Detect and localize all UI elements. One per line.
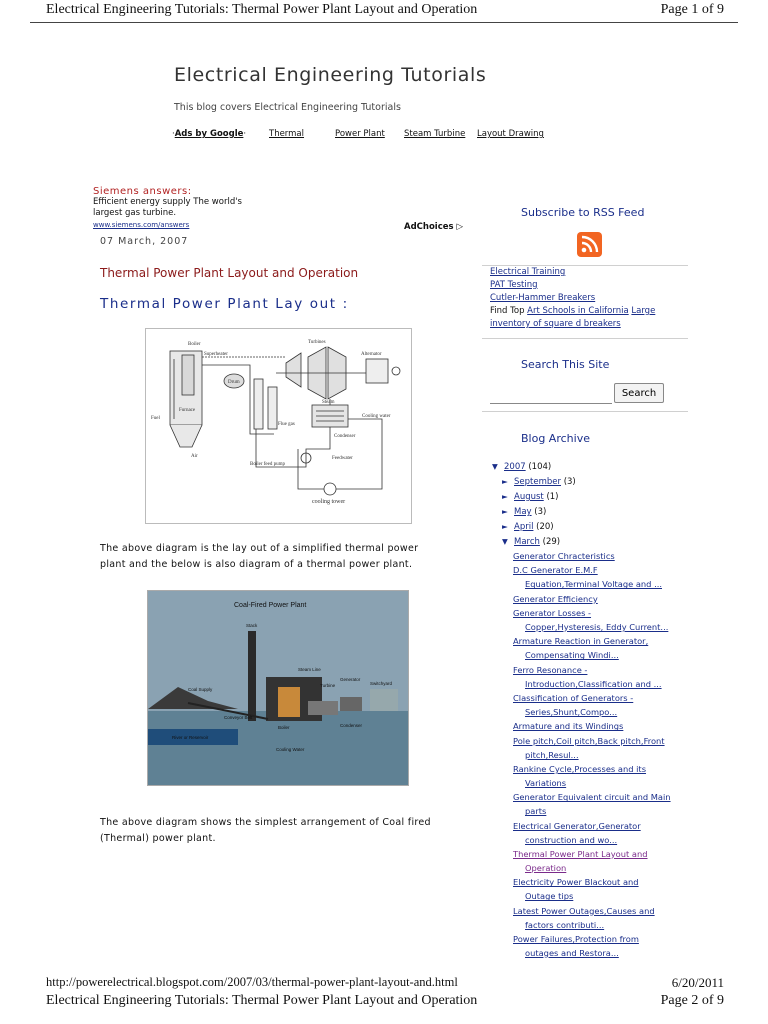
pdf-header-title: Electrical Engineering Tutorials: Thermal Power Plant Layout and Operation [46, 2, 478, 17]
pdf-footer-url: http://powerelectrical.blogspot.com/2007/03/thermal-power-plant-layout-and.html [46, 975, 458, 989]
archive-post-title[interactable]: Classification of Generators - [513, 693, 634, 704]
ad-link-steam-turbine[interactable]: Steam Turbine [404, 129, 466, 139]
archive-post-link[interactable] [513, 607, 693, 635]
post-title[interactable]: Thermal Power Plant Layout and Operation [100, 266, 359, 280]
fig2-label-generator: Generator [340, 677, 361, 682]
ad-link-layout-drawing[interactable]: Layout Drawing [477, 129, 544, 139]
archive-title: Blog Archive [521, 432, 590, 445]
archive-post-link[interactable] [513, 564, 693, 592]
archive-post-title[interactable]: Generator Losses - [513, 608, 592, 619]
archive-post-link[interactable] [513, 820, 693, 848]
fig2-label-turbine: Turbine [320, 683, 336, 688]
fig2-title: Coal-Fired Power Plant [234, 602, 307, 609]
fig1-label-boiler: Boiler [188, 342, 201, 347]
fig2-label-steam-line: Steam Line [298, 667, 321, 672]
fig1-label-feedwater: Feedwater [332, 456, 353, 461]
fig1-label-turbines: Turbines [308, 340, 326, 345]
archive-month-april[interactable]: ► April (20) [492, 519, 692, 534]
sidebar-divider [482, 338, 688, 339]
archive-post-link[interactable] [513, 735, 693, 763]
rss-icon[interactable] [577, 232, 602, 257]
archive-post-title[interactable]: Power Failures,Protection from [513, 933, 639, 944]
archive-post-title[interactable]: Electricity Power Blackout and [513, 877, 639, 888]
fig1-label-cooling-tower: cooling tower [312, 499, 346, 505]
blog-title[interactable]: Electrical Engineering Tutorials [174, 64, 487, 86]
archive-month-september[interactable]: ► September (3) [492, 474, 692, 489]
fig2-label-stack: Stack [246, 623, 258, 628]
ad-link-electrical-training[interactable]: Electrical Training [490, 267, 566, 277]
archive-post-title-continued[interactable]: Copper,Hysteresis, Eddy Current... [525, 622, 669, 633]
archive-post-title-continued[interactable]: parts [525, 806, 547, 817]
archive-post-title[interactable]: Generator Chracteristics [513, 551, 615, 561]
post-paragraph-1: The above diagram is the lay out of a simplified thermal power plant and the below is also diagram of a thermal power plant. [100, 543, 419, 570]
ad-text-find-top: Find Top [490, 306, 528, 316]
archive-post-title[interactable]: Thermal Power Plant Layout and [513, 849, 648, 860]
archive-year-2007[interactable]: ▼ 2007 (104) [492, 459, 692, 474]
adchoices-link[interactable]: AdChoices ▷ [404, 222, 464, 232]
pdf-footer-title: Electrical Engineering Tutorials: Thermal Power Plant Layout and Operation [46, 993, 478, 1008]
ad-link-art-schools[interactable]: Art Schools in California [527, 306, 629, 316]
archive-month-march[interactable]: ▼ March (29) [492, 534, 692, 549]
fig1-label-flue-gas: Flue gas [278, 422, 295, 427]
archive-post-title[interactable]: Rankine Cycle,Processes and its [513, 764, 647, 775]
archive-post-title[interactable]: Armature Reaction in Generator, [513, 636, 649, 647]
ad-link-cutler-hammer[interactable]: Cutler-Hammer Breakers [490, 293, 596, 303]
archive-post-title-continued[interactable]: pitch,Resul... [525, 749, 579, 760]
fig2-label-conveyor-belt: Conveyor Belt [224, 715, 253, 720]
archive-post-title-continued[interactable]: Variations [525, 778, 567, 788]
archive-post-link[interactable] [513, 791, 693, 819]
fig1-label-fuel: Fuel [151, 416, 160, 421]
fig1-label-steam: Steam [322, 400, 335, 405]
archive-post-title-continued[interactable]: construction and wo... [525, 834, 618, 845]
post-date: 07 March, 2007 [100, 236, 189, 247]
archive-post-title-continued[interactable]: Outage tips [525, 891, 574, 902]
fig1-label-cooling-water: Cooling water [362, 414, 391, 419]
search-button[interactable]: Search [614, 383, 664, 403]
archive-post-title[interactable]: Electrical Generator,Generator [513, 820, 641, 831]
fig2-label-river-reservoir: River or Reservoir [172, 735, 209, 740]
archive-post-link[interactable] [513, 593, 693, 607]
archive-month-may[interactable]: ► May (3) [492, 504, 692, 519]
subscribe-rss-link[interactable]: Subscribe to RSS Feed [521, 206, 645, 219]
pdf-page-number: Page 1 of 9 [660, 2, 724, 17]
fig2-label-switchyard: Switchyard [370, 681, 393, 686]
fig1-label-furnace: Furnace [179, 408, 196, 413]
archive-post-title-continued[interactable]: Series,Shunt,Compo... [525, 706, 618, 717]
fig1-label-drum: Drum [228, 380, 240, 385]
archive-post-title[interactable]: Generator Efficiency [513, 593, 598, 604]
fig1-label-air: Air [191, 454, 198, 459]
blog-description: This blog covers Electrical Engineering Tutorials [174, 102, 401, 113]
collapsed-triangle-icon[interactable]: ► [502, 492, 508, 501]
archive-month-august[interactable]: ► August (1) [492, 489, 692, 504]
sidebar-divider [482, 411, 688, 412]
ad-link-thermal[interactable]: Thermal [269, 129, 305, 139]
expanded-triangle-icon[interactable]: ▼ [502, 537, 508, 546]
collapsed-triangle-icon[interactable]: ► [502, 477, 508, 486]
ads-by-google-link[interactable]: ·Ads by Google· [172, 129, 247, 139]
archive-post-link[interactable] [513, 848, 693, 876]
archive-post-link[interactable] [513, 876, 693, 904]
archive-post-link[interactable] [513, 905, 693, 933]
ad-url[interactable]: www.siemens.com/answers [93, 221, 190, 229]
fig1-label-alternator: Alternator [361, 352, 382, 357]
archive-post-link[interactable] [513, 720, 693, 734]
archive-post-title[interactable]: Armature and its Windings [513, 721, 624, 732]
archive-post-title[interactable]: Pole pitch,Coil pitch,Back pitch,Front [513, 735, 665, 746]
fig1-label-boiler-feed-pump: Boiler feed pump [250, 462, 285, 467]
thermal-plant-layout-diagram [145, 328, 412, 524]
archive-post-link[interactable] [513, 550, 693, 564]
archive-post-link[interactable] [513, 692, 693, 720]
search-input[interactable] [490, 386, 612, 404]
header-divider [30, 22, 738, 23]
fig1-label-condenser: Condenser [334, 434, 356, 439]
fig2-label-coal-supply: Coal Supply [188, 687, 213, 692]
ad-link-pat-testing[interactable]: PAT Testing [490, 280, 538, 290]
archive-post-title-continued[interactable]: Equation,Terminal Voltage and ... [525, 579, 662, 590]
archive-post-title[interactable]: Ferro Resonance - [513, 664, 588, 675]
archive-post-title-continued[interactable]: Introduction,Classification and ... [525, 678, 662, 689]
ad-text: Efficient energy supply The world's largest gas turbine. [93, 197, 242, 218]
archive-post-title[interactable]: Latest Power Outages,Causes and [513, 905, 655, 916]
ad-link-power-plant[interactable]: Power Plant [335, 129, 385, 139]
sidebar-ad-links [490, 266, 690, 331]
archive-post-title[interactable]: Generator Equivalent circuit and Main [513, 792, 671, 803]
archive-post-title-continued[interactable]: Operation [525, 862, 567, 873]
search-title: Search This Site [521, 358, 610, 371]
fig2-label-boiler: Boiler [278, 725, 290, 730]
archive-post-title-continued[interactable]: Compensating Windi... [525, 650, 619, 661]
archive-post-link[interactable] [513, 664, 693, 692]
adchoices-icon: ▷ [456, 222, 464, 232]
post-subheading: Thermal Power Plant Lay out : [100, 296, 349, 312]
expanded-triangle-icon[interactable]: ▼ [492, 462, 498, 471]
archive-post-link[interactable] [513, 933, 693, 961]
ad-link-large[interactable]: Large [631, 306, 656, 316]
archive-post-list [513, 550, 693, 961]
collapsed-triangle-icon[interactable]: ► [502, 507, 508, 516]
collapsed-triangle-icon[interactable]: ► [502, 522, 508, 531]
fig2-label-condenser: Condenser [340, 723, 363, 728]
coal-fired-plant-diagram [147, 590, 409, 786]
archive-post-link[interactable] [513, 763, 693, 791]
blog-archive [492, 459, 692, 549]
archive-post-title[interactable]: D.C Generator E.M.F [513, 565, 598, 576]
archive-post-title-continued[interactable]: factors contributi... [525, 919, 605, 930]
ad-title[interactable]: Siemens answers: [93, 186, 192, 197]
post-paragraph-2: The above diagram shows the simplest arrangement of Coal fired (Thermal) power plant. [100, 817, 431, 844]
archive-post-link[interactable] [513, 635, 693, 663]
fig2-label-cooling-water: Cooling Water [276, 747, 305, 752]
ad-link-square-d[interactable]: inventory of square d breakers [490, 319, 621, 329]
pdf-footer-page-number: Page 2 of 9 [660, 993, 724, 1008]
pdf-footer-date: 6/20/2011 [671, 975, 724, 990]
fig1-label-superheater: Superheater [204, 352, 228, 357]
archive-post-title-continued[interactable]: outages and Restora... [525, 947, 619, 958]
